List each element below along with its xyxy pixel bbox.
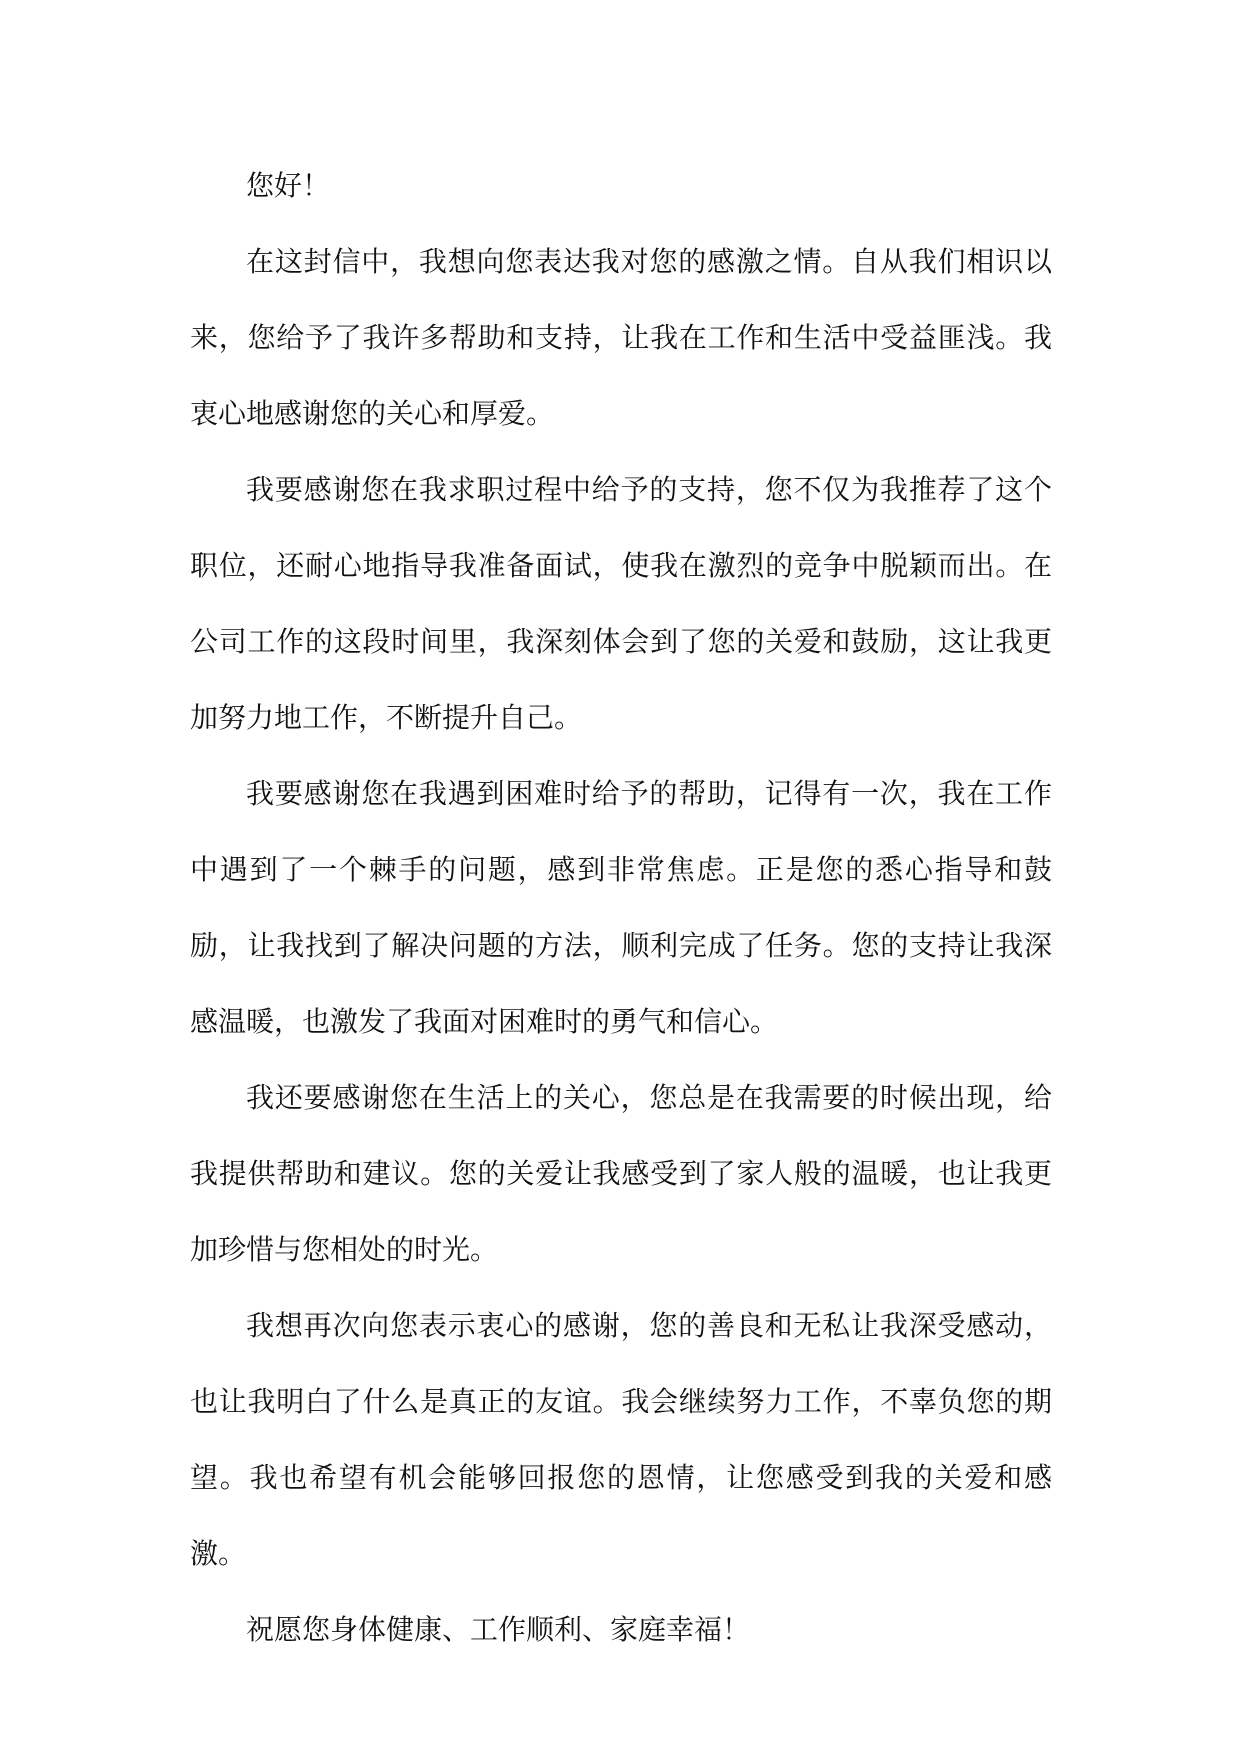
body-paragraph-1: 在这封信中，我想向您表达我对您的感激之情。自从我们相识以来，您给予了我许多帮助和支持，让我在工作和生活中受益匪浅。我衷心地感谢您的关心和厚爱。 <box>190 245 1052 430</box>
body-paragraph-3: 我要感谢您在我遇到困难时给予的帮助，记得有一次，我在工作中遇到了一个棘手的问题，感到非常焦虑。正是您的悉心指导和鼓励，让我找到了解决问题的方法，顺利完成了任务。您的支持让我深感温暖，也激发了我面对困难时的勇气和信心。 <box>190 777 1052 1038</box>
greeting: 您好！ <box>246 169 331 202</box>
body-paragraph-2: 我要感谢您在我求职过程中给予的支持，您不仅为我推荐了这个职位，还耐心地指导我准备面试，使我在激烈的竞争中脱颖而出。在公司工作的这段时间里，我深刻体会到了您的关爱和鼓励，这让我更加努力地工作，不断提升自己。 <box>190 473 1052 734</box>
closing-wishes: 祝愿您身体健康、工作顺利、家庭幸福！ <box>246 1613 751 1646</box>
letter-body <box>190 148 1052 1668</box>
body-paragraph-5: 我想再次向您表示衷心的感谢，您的善良和无私让我深受感动，也让我明白了什么是真正的友谊。我会继续努力工作，不辜负您的期望。我也希望有机会能够回报您的恩情，让您感受到我的关爱和感激。 <box>190 1309 1052 1570</box>
body-paragraph-4: 我还要感谢您在生活上的关心，您总是在我需要的时候出现，给我提供帮助和建议。您的关爱让我感受到了家人般的温暖，也让我更加珍惜与您相处的时光。 <box>190 1081 1052 1266</box>
